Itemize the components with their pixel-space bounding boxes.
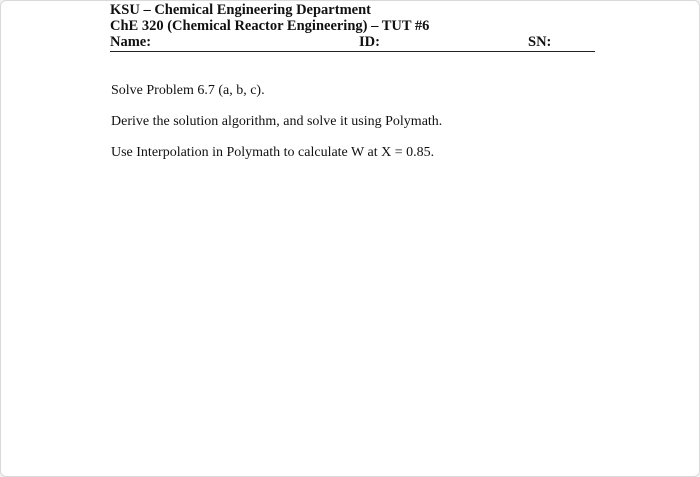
course-title: ChE 320 (Chemical Reactor Engineering) – TUT #6 (110, 18, 430, 34)
instruction-interpolation: Use Interpolation in Polymath to calculate W at X = 0.85. (111, 145, 435, 160)
document-body (111, 83, 631, 176)
id-label: ID: (359, 34, 380, 50)
instruction-solve-problem: Solve Problem 6.7 (a, b, c). (111, 83, 265, 98)
student-info-row (110, 34, 595, 52)
department-title: KSU – Chemical Engineering Department (110, 2, 371, 18)
name-label: Name: (110, 34, 152, 50)
instruction-derive-algorithm: Derive the solution algorithm, and solve it using Polymath. (111, 114, 443, 129)
sn-label: SN: (528, 34, 552, 50)
document-header (110, 2, 595, 52)
